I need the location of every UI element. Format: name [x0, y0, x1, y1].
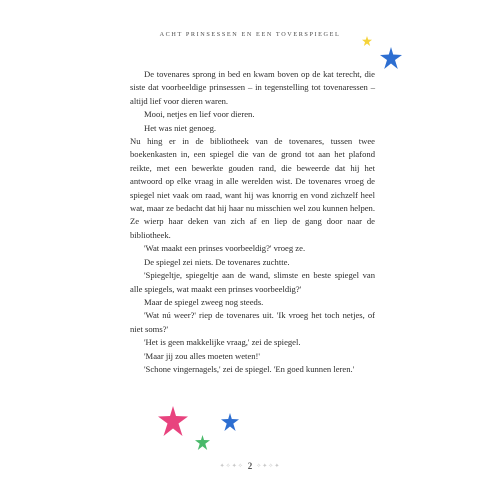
blue-star-icon [380, 47, 402, 69]
paragraph-12: 'Schone vingernagels,' zei de spiegel. 'En goed kunnen leren.' [144, 363, 355, 374]
paragraph-5: 'Wat maakt een prinses voorbeeldig?' vroeg ze. [144, 243, 306, 254]
paragraph-1: De tovenares sprong in bed en kwam boven op de kat terecht, die siste dat voorbeeldige prinsessen – in tegenstelling tot tovenaressen – altijd lief voor dieren waren. [130, 69, 375, 106]
folio [0, 461, 500, 471]
ornament-right-icon: ✧✦✧✦ [256, 463, 281, 470]
pink-star-icon [158, 406, 188, 436]
paragraph-9: 'Wat nú weer?' riep de tovenares uit. 'Ik vroeg het toch netjes, of niet soms?' [130, 310, 375, 334]
ornament-left-icon: ✦✧✦✧ [219, 463, 244, 470]
paragraph-6: De spiegel zei niets. De tovenares zuchtte. [144, 256, 290, 267]
paragraph-2: Mooi, netjes en lief voor dieren. [144, 109, 255, 120]
body-text [130, 68, 375, 376]
paragraph-10: 'Het is geen makkelijke vraag,' zei de spiegel. [144, 337, 301, 348]
paragraph-7: 'Spiegeltje, spiegeltje aan de wand, slimste en beste spiegel van alle spiegels, wat maakt een prinses voorbeeldig?' [130, 270, 375, 294]
paragraph-4: Nu hing er in de bibliotheek van de tovenares, tussen twee boekenkasten in, een spiegel die van de grond tot aan het plafond reikte, met een bewerkte gouden rand, die beweerde dat hij het antwoord op elke vraag in alle werelden wist. De tovenares vroeg de spiegel niet vaak om raad, want hij was knorrig en vond zichzelf heel wat, maar ze bedacht dat hij haar nu misschien wel zou kunnen helpen. Ze wierp haar deken van zich af en liep de gang door naar de bibliotheek. [130, 136, 375, 240]
blue-star-small-icon [221, 413, 239, 431]
running-head: ACHT PRINSESSEN EN EEN TOVERSPIEGEL [159, 31, 341, 38]
green-star-icon [195, 435, 210, 450]
paragraph-3: Het was niet genoeg. [144, 122, 217, 133]
yellow-star-icon [362, 36, 372, 46]
paragraph-8: Maar de spiegel zweeg nog steeds. [144, 296, 264, 307]
page-number: 2 [247, 461, 253, 472]
paragraph-11: 'Maar jij zou alles moeten weten!' [144, 350, 260, 361]
